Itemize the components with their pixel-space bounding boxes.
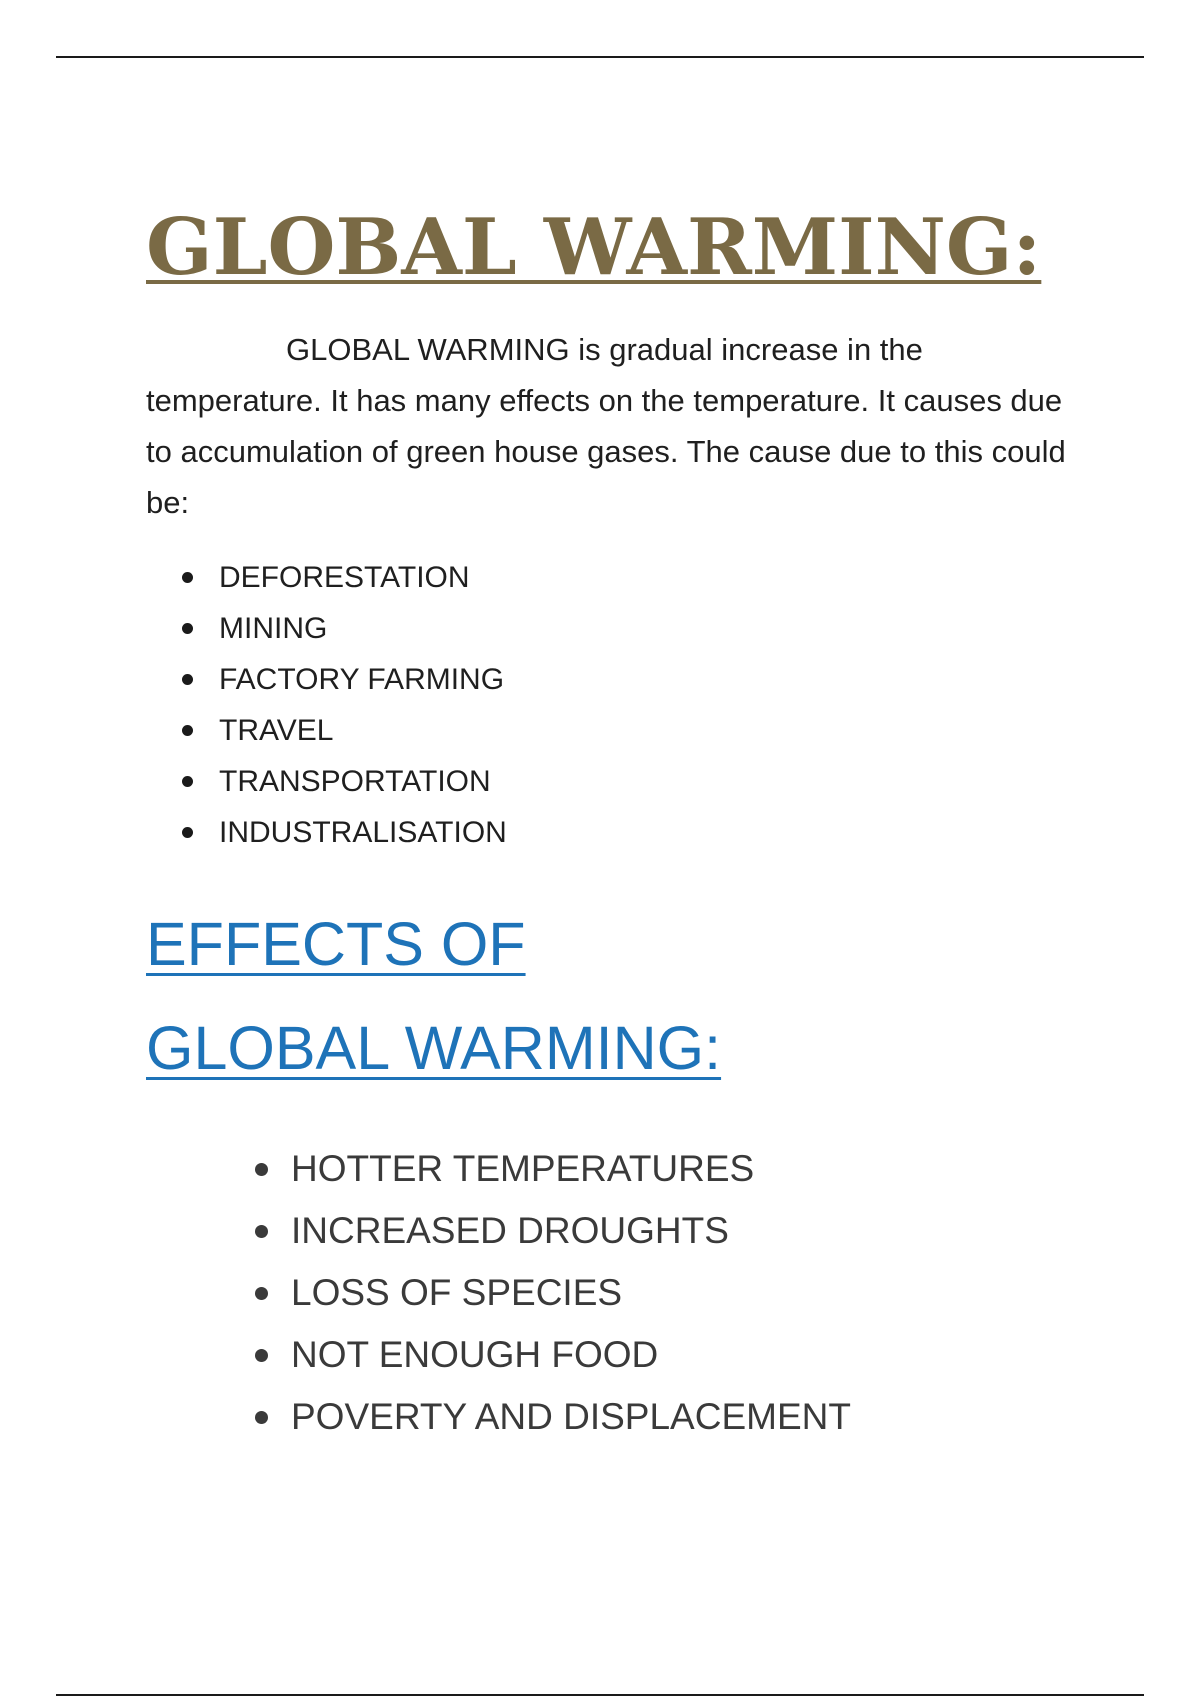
effect-label: POVERTY AND DISPLACEMENT bbox=[291, 1396, 851, 1437]
effect-item bbox=[146, 1386, 1096, 1448]
effect-label: NOT ENOUGH FOOD bbox=[291, 1334, 659, 1375]
cause-item bbox=[146, 756, 1096, 807]
bullet-icon bbox=[182, 623, 193, 634]
effect-item bbox=[146, 1262, 1096, 1324]
effect-item bbox=[146, 1200, 1096, 1262]
cause-label: MINING bbox=[219, 612, 328, 645]
cause-label: INDUSTRALISATION bbox=[219, 816, 507, 849]
cause-item bbox=[146, 807, 1096, 858]
bullet-icon bbox=[255, 1287, 268, 1300]
effect-label: INCREASED DROUGHTS bbox=[291, 1210, 729, 1251]
cause-label: DEFORESTATION bbox=[219, 561, 470, 594]
cause-item bbox=[146, 603, 1096, 654]
effects-list bbox=[146, 1138, 1096, 1448]
bullet-icon bbox=[182, 674, 193, 685]
cause-item bbox=[146, 705, 1096, 756]
cause-label: TRAVEL bbox=[219, 714, 334, 747]
cause-item bbox=[146, 552, 1096, 603]
causes-list bbox=[146, 552, 1096, 858]
bullet-icon bbox=[255, 1225, 268, 1238]
bullet-icon bbox=[182, 572, 193, 583]
header-rule bbox=[56, 56, 1144, 58]
bullet-icon bbox=[255, 1163, 268, 1176]
document-title: GLOBAL WARMING: bbox=[146, 202, 1042, 293]
effects-heading bbox=[146, 892, 786, 1100]
cause-label: TRANSPORTATION bbox=[219, 765, 491, 798]
effect-label: HOTTER TEMPERATURES bbox=[291, 1148, 755, 1189]
effect-label: LOSS OF SPECIES bbox=[291, 1272, 623, 1313]
footer-rule bbox=[56, 1694, 1144, 1696]
intro-paragraph bbox=[146, 324, 1081, 528]
bullet-icon bbox=[182, 776, 193, 787]
cause-label: FACTORY FARMING bbox=[219, 663, 505, 696]
bullet-icon bbox=[255, 1349, 268, 1362]
bullet-icon bbox=[182, 725, 193, 736]
intro-first-line: GLOBAL WARMING is gradual increase in the bbox=[286, 332, 923, 367]
document-body bbox=[146, 200, 1096, 1448]
intro-rest: temperature. It has many effects on the temperature. It causes due to accumulation of green house gases. The cause due to this could be: bbox=[146, 383, 1066, 520]
bullet-icon bbox=[255, 1411, 268, 1424]
cause-item bbox=[146, 654, 1096, 705]
effect-item bbox=[146, 1138, 1096, 1200]
effects-heading-text: EFFECTS OF GLOBAL WARMING: bbox=[146, 910, 722, 1082]
bullet-icon bbox=[182, 827, 193, 838]
effect-item bbox=[146, 1324, 1096, 1386]
